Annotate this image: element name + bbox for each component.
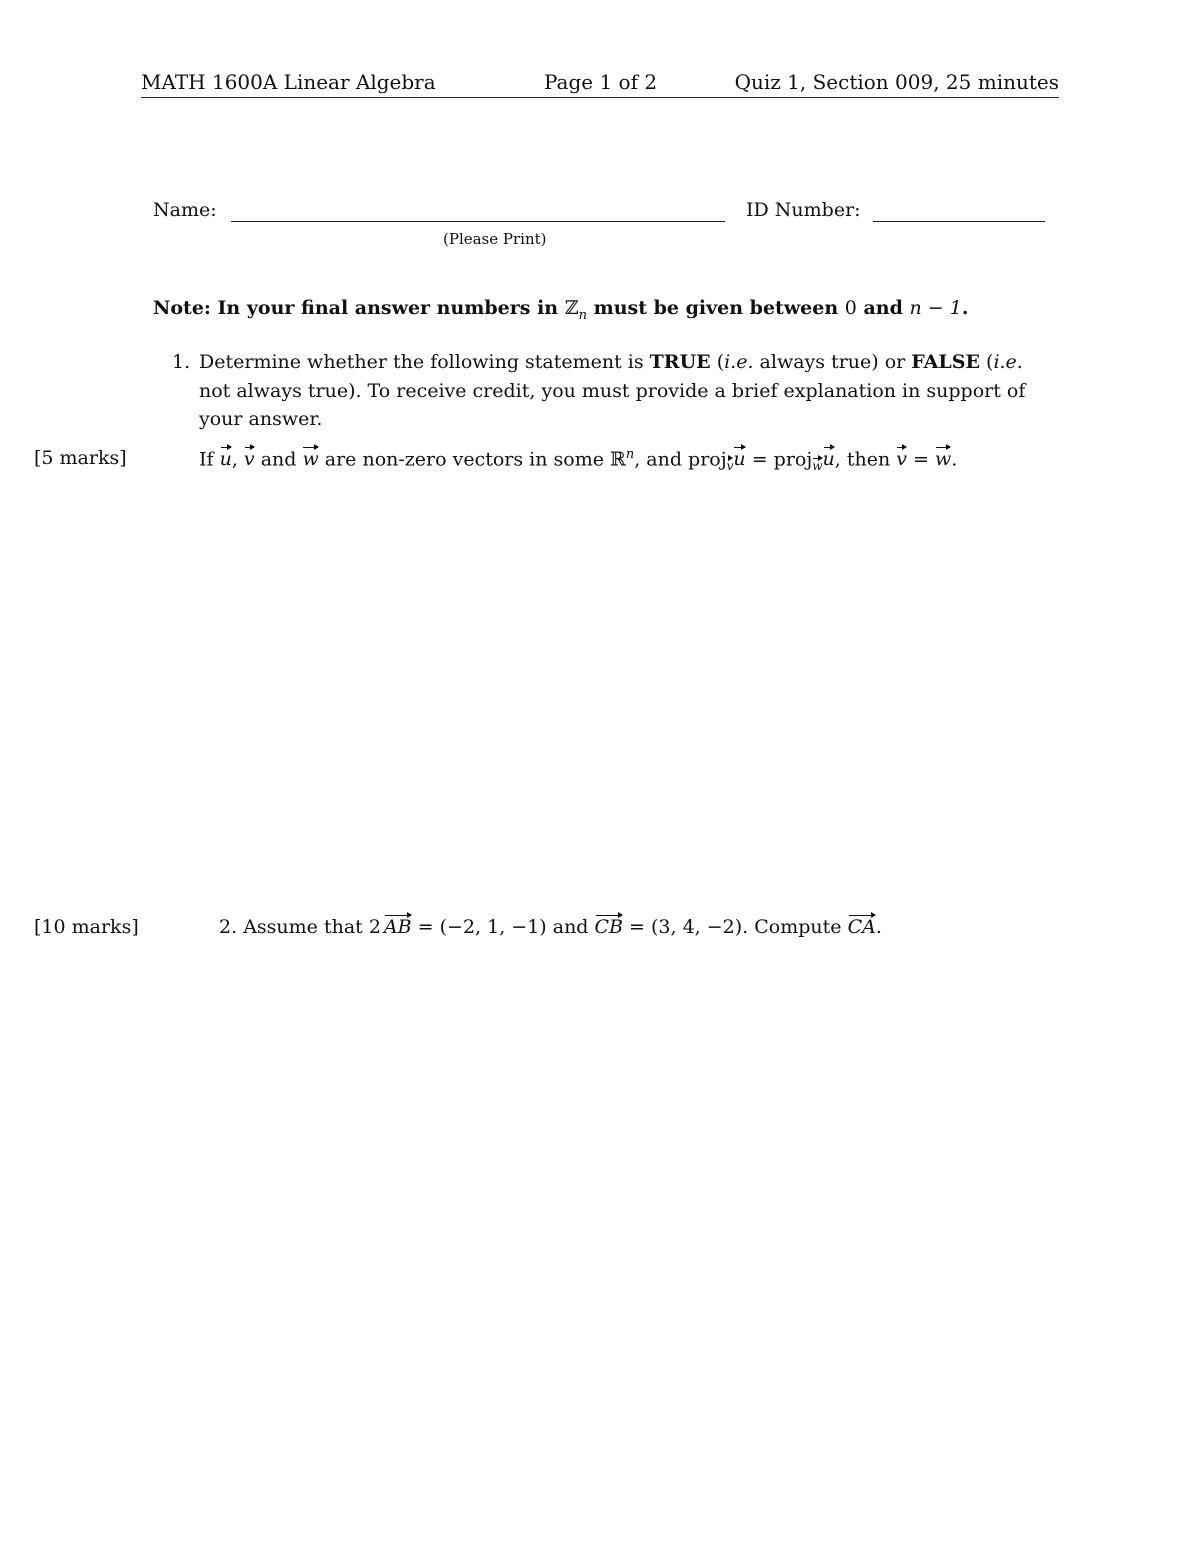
q2-marks: [10 marks] (34, 916, 139, 938)
name-field (153, 199, 725, 222)
header-course: MATH 1600A Linear Algebra (141, 70, 436, 94)
please-print: (Please Print) (443, 230, 547, 248)
name-blank (231, 199, 725, 222)
q1-instructions: Determine whether the following statement is TRUE (i.e. always true) or FALSE (i.e. not always true). To receive credit, you must provide a brief explanation in support of your answer. (199, 351, 1026, 430)
id-label: ID Number: (746, 199, 861, 221)
header-page: Page 1 of 2 (544, 70, 658, 94)
q1-number: 1. (172, 351, 191, 373)
q1-statement: If u, v and w are non-zero vectors in some ℝ$^n$, and proj$_v$u = proj$_w$u, then v = w. (199, 447, 958, 474)
note: Note: In your final answer numbers in ℤ$_n$ must be given between 0 and n − 1. (153, 297, 969, 323)
q1-marks: [5 marks] (34, 447, 127, 469)
q2-question: 2. Assume that 2 AB = (−2, 1, −1) and CB = (3, 4, −2). Compute CA. (219, 916, 882, 938)
header-quiz: Quiz 1, Section 009, 25 minutes (734, 70, 1059, 94)
id-blank (873, 199, 1045, 222)
header-rule (141, 97, 1059, 98)
id-field (746, 199, 1045, 222)
name-label: Name: (153, 199, 217, 221)
